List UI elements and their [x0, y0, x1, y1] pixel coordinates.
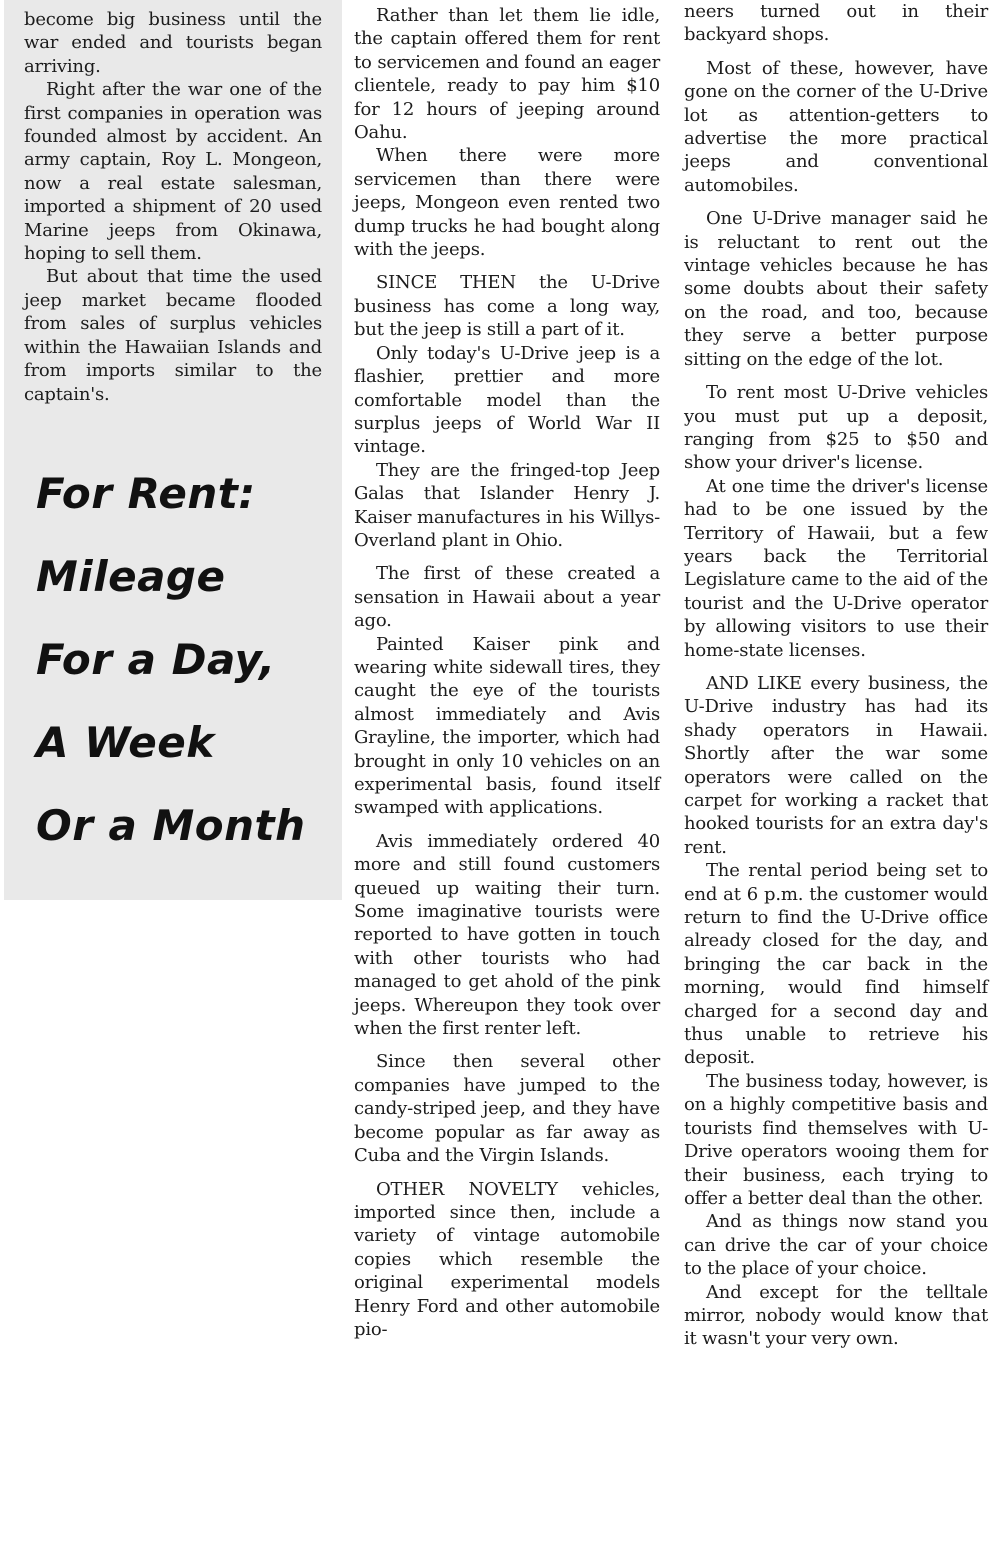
paragraph: Right after the war one of the first companies in operation was founded almost by accident. An army captain, Roy L. Mongeon, now a real estate salesman, imported a shipment of 20 used Marine jeeps from Okinawa, hoping to sell them.	[24, 79, 322, 265]
paragraph: become big business until the war ended and tourists began arriving.	[24, 9, 322, 77]
paragraph: AND LIKE every business, the U-Drive industry has had its shady operators in Hawaii. Shortly after the war some operators were called on the carpet for working a racket that hooked tourists for an extra day's rent.	[684, 672, 988, 858]
paragraph: SINCE THEN the U-Drive business has come a long way, but the jeep is still a part of it.	[354, 272, 660, 341]
paragraph: To rent most U-Drive vehicles you must put up a deposit, ranging from $25 to $50 and show your driver's license.	[684, 382, 988, 474]
headline-line: For a Day,	[36, 634, 276, 684]
paragraph: Avis immediately ordered 40 more and still found customers queued up waiting their turn. Some imaginative tourists were reported to have gotten in touch with other tourists who had managed to get ahold of the pink jeeps. Whereupon they took over when the first renter left.	[354, 830, 660, 1040]
paragraph: The business today, however, is on a highly competitive basis and tourists find themselves with U-Drive operators wooing them for their business, each trying to offer a better deal than the other.	[684, 1070, 988, 1209]
paragraph: The rental period being set to end at 6 p.m. the customer would return to find the U-Drive office already closed for the day, and bringing the car back in the morning, would find himself charged for a second day and thus unable to retrieve his deposit.	[684, 860, 988, 1069]
column-3	[680, 0, 994, 1351]
headline-line: A Week	[36, 717, 215, 767]
paragraph: The first of these created a sensation in Hawaii about a year ago.	[354, 563, 660, 632]
column-1	[4, 0, 342, 900]
paragraph: They are the fringed-top Jeep Galas that Islander Henry J. Kaiser manufactures in his Willys-Overland plant in Ohio.	[354, 459, 660, 551]
headline-line: For Rent:	[36, 468, 256, 518]
paragraph: OTHER NOVELTY vehicles, imported since then, include a variety of vintage automobile copies which resemble the original experimental models Henry Ford and other automobile pio-	[354, 1178, 660, 1340]
paragraph: Painted Kaiser pink and wearing white sidewall tires, they caught the eye of the tourists almost immediately and Avis Grayline, the importer, which had brought in only 10 vehicles on an experimental basis, found itself swamped with applications.	[354, 633, 660, 819]
paragraph: But about that time the used jeep market became flooded from sales of surplus vehicles within the Hawaiian Islands and from imports similar to the captain's.	[24, 266, 322, 405]
paragraph: And except for the telltale mirror, nobody would know that it wasn't your very own.	[684, 1281, 988, 1350]
paragraph: Rather than let them lie idle, the captain offered them for rent to servicemen and found an eager clientele, ready to pay him $10 for 12 hours of jeeping around Oahu.	[354, 5, 660, 144]
paragraph: At one time the driver's license had to be one issued by the Territory of Hawaii, but a few years back the Territorial Legislature came to the aid of the tourist and the U-Drive operator by allowing visitors to use their home-state licenses.	[684, 475, 988, 661]
column-2	[350, 0, 666, 1341]
paragraph: neers turned out in their backyard shops.	[684, 1, 988, 46]
headline	[24, 452, 322, 867]
paragraph: And as things now stand you can drive the car of your choice to the place of your choice.	[684, 1211, 988, 1280]
paragraph: One U-Drive manager said he is reluctant to rent out the vintage vehicles because he has some doubts about their safety on the road, and too, because they serve a better purpose sitting on the edge of the lot.	[684, 208, 988, 370]
paragraph: Since then several other companies have jumped to the candy-striped jeep, and they have become popular as far away as Cuba and the Virgin Islands.	[354, 1051, 660, 1167]
headline-line: Or a Month	[36, 800, 306, 850]
paragraph: Most of these, however, have gone on the corner of the U-Drive lot as attention-getters to advertise the more practical jeeps and conventional automobiles.	[684, 57, 988, 196]
paragraph: Only today's U-Drive jeep is a flashier, prettier and more comfortable model than the surplus jeeps of World War II vintage.	[354, 342, 660, 458]
headline-line: Mileage	[36, 551, 226, 601]
paragraph: When there were more servicemen than there were jeeps, Mongeon even rented two dump trucks he had bought along with the jeeps.	[354, 145, 660, 261]
